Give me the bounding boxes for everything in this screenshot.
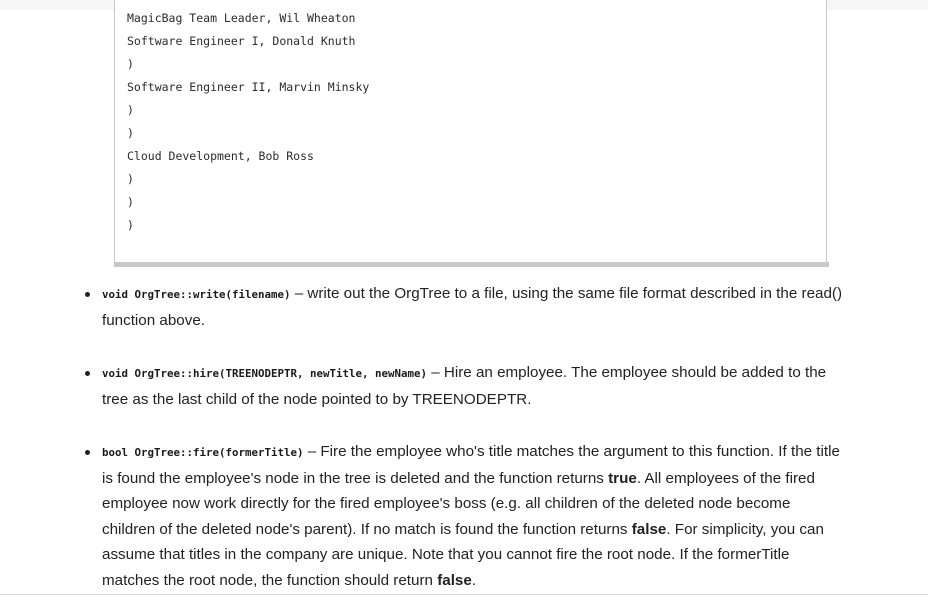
method-signature: bool OrgTree::fire(formerTitle): [102, 446, 304, 459]
code-line: ): [127, 103, 134, 117]
bullet-icon: [85, 371, 90, 376]
bottom-divider: [0, 594, 928, 595]
method-signature: void OrgTree::hire(TREENODEPTR, newTitle, newName): [102, 367, 428, 380]
bullet-icon: [85, 292, 90, 297]
bold-value-false: false: [437, 571, 472, 589]
method-description: .: [471, 571, 477, 589]
code-block: [114, 0, 827, 264]
method-list: [85, 281, 845, 593]
code-block-bottom-border: [114, 262, 829, 267]
method-signature: void OrgTree::write(filename): [102, 288, 291, 301]
code-line: Software Engineer I, Donald Knuth: [127, 34, 356, 48]
code-line: ): [127, 195, 134, 209]
code-line: Cloud Development, Bob Ross: [127, 149, 314, 163]
bullet-icon: [85, 450, 90, 455]
method-fire-item: [85, 439, 845, 593]
code-line: MagicBag Team Leader, Wil Wheaton: [127, 11, 356, 25]
code-line: Software Engineer II, Marvin Minsky: [127, 80, 370, 94]
method-description: . For simplicity, you can assume that titles in the company are unique. Note that you cannot fire the root node. If the formerTitle matches the root node, the function should return: [102, 520, 824, 589]
method-hire-item: [85, 360, 845, 412]
method-description: . All employees of the fired employee now work directly for the fired employee's boss (e.g. all children of the deleted node become children of the deleted node's parent). If no match is found the function returns: [102, 469, 815, 538]
method-write-item: [85, 281, 845, 333]
code-line: ): [127, 172, 134, 186]
method-description: – Hire an employee. The employee should be added to the tree as the last child of the node pointed to by TREENODEPTR.: [102, 364, 827, 408]
code-line: ): [127, 57, 134, 71]
method-description: – Fire the employee who's title matches the argument to this function. If the title is found the employee's node in the tree is deleted and the function returns: [102, 443, 840, 487]
code-lines: [127, 9, 369, 239]
method-description: – write out the OrgTree to a file, using the same file format described in the read() function above.: [102, 285, 843, 329]
code-line: ): [127, 126, 134, 140]
bold-value-true: true: [608, 469, 637, 487]
bold-value-false: false: [631, 520, 667, 538]
code-line: ): [127, 218, 134, 232]
